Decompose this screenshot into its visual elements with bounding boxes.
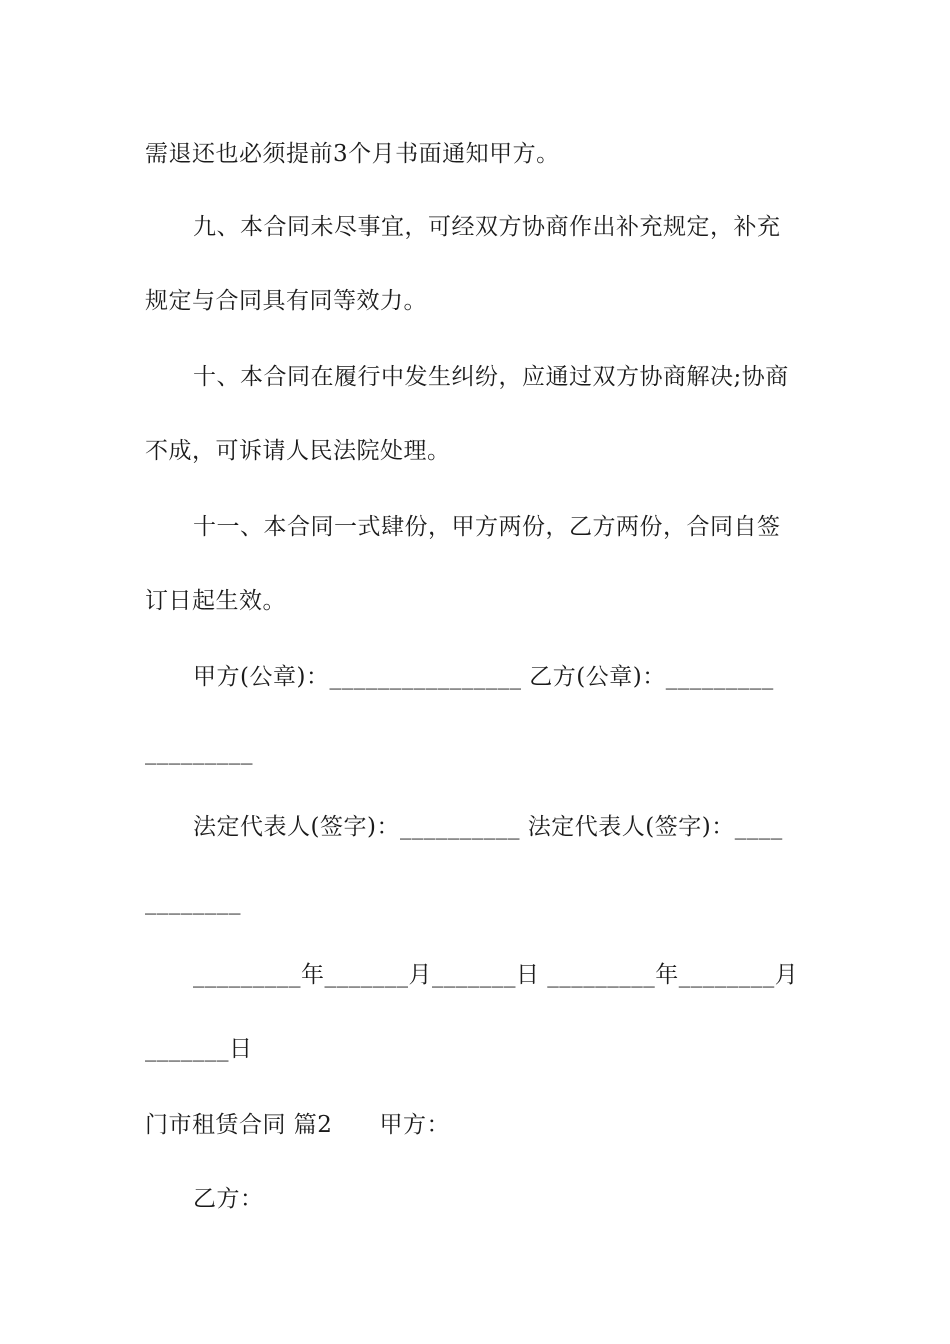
party-seal-line: 甲方(公章)：________________ 乙方(公章)：_________	[193, 664, 774, 690]
party-b-label: 乙方：	[193, 1186, 264, 1212]
legal-rep-signature-continuation: ________	[145, 889, 241, 915]
date-line: _________年_______月_______日 _________年________月	[193, 962, 799, 988]
date-continuation: _______日	[145, 1036, 253, 1062]
clause-11-line-2: 订日起生效。	[145, 588, 286, 614]
clause-11-line-1: 十一、本合同一式肆份，甲方两份，乙方两份，合同自签	[193, 514, 781, 540]
clause-9-line-1: 九、本合同未尽事宜，可经双方协商作出补充规定，补充	[193, 214, 781, 240]
party-seal-continuation: _________	[145, 739, 253, 765]
legal-rep-signature-line: 法定代表人(签字)：__________ 法定代表人(签字)：____	[193, 814, 783, 840]
clause-10-line-1: 十、本合同在履行中发生纠纷，应通过双方协商解决;协商	[193, 364, 789, 390]
section-heading: 门市租赁合同 篇2 甲方：	[145, 1112, 450, 1138]
paragraph-line: 需退还也必须提前3个月书面通知甲方。	[145, 141, 560, 167]
clause-9-line-2: 规定与合同具有同等效力。	[145, 288, 427, 314]
clause-10-line-2: 不成，可诉请人民法院处理。	[145, 438, 451, 464]
